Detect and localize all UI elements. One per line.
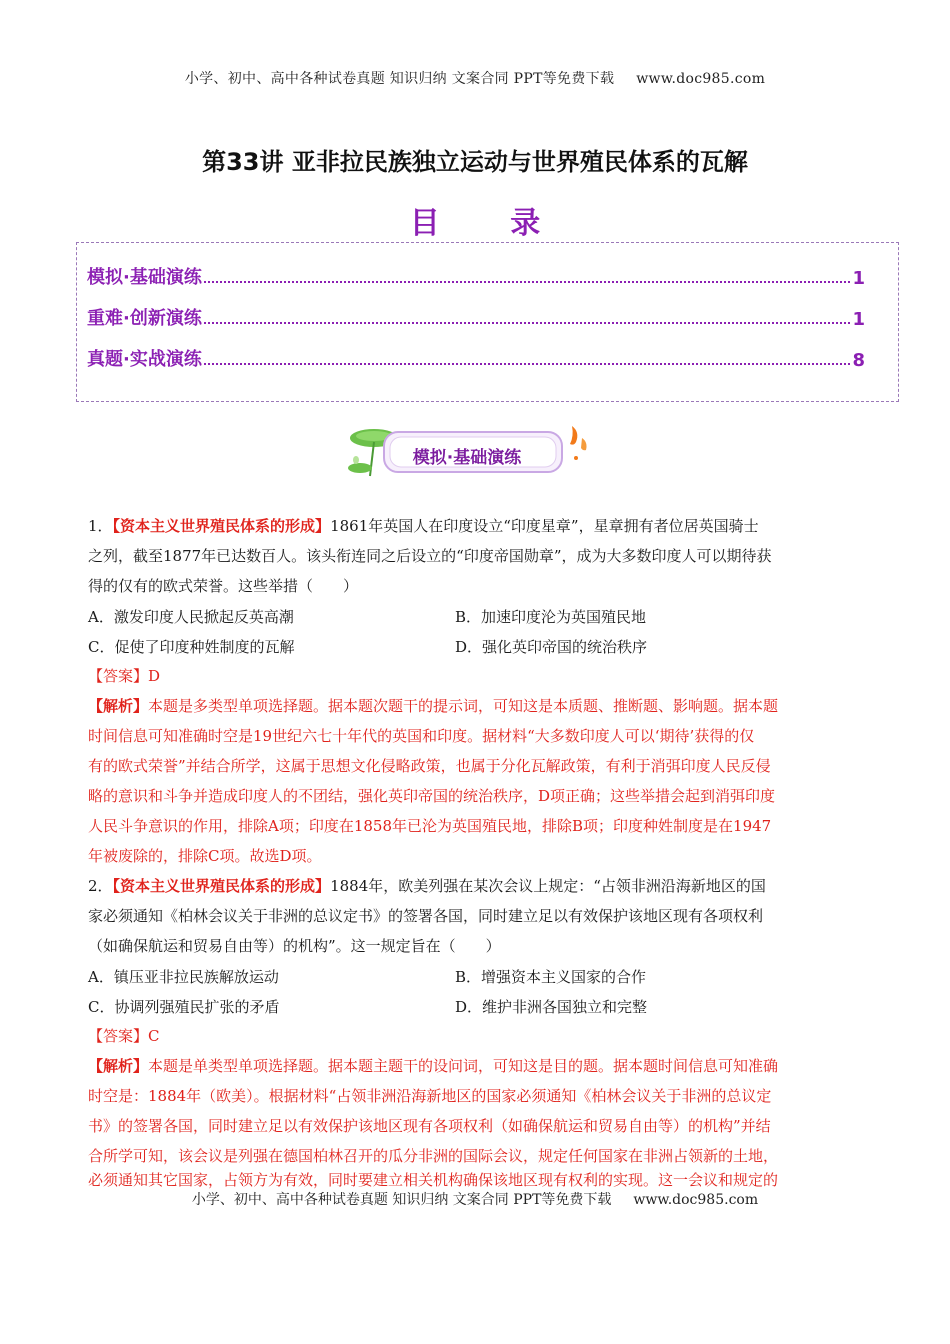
toc-item-1[interactable] [87, 259, 865, 289]
q2-analysis-line-5: 必须通知其它国家，占领方为有效，同时要建立相关机构确保该地区现有权利的实现。这一会议和规定的 [88, 1171, 779, 1189]
toc-item-page: 1 [852, 309, 865, 330]
q2-analysis-line-2: 时空是：1884年（欧美）。根据材料“占领非洲沿海新地区的国家必须通知《柏林会议关于非洲的总议定 [88, 1087, 772, 1105]
q1-stem-line-2: 之列，截至1877年已达数百人。该头衔连同之后设立的“印度帝国勋章”，成为大多数印度人可以期待获 [88, 547, 772, 565]
toc-item-3[interactable] [87, 341, 865, 371]
page-footer [0, 1189, 950, 1209]
q1-option-c[interactable]: C．促使了印度种姓制度的瓦解 [88, 638, 295, 656]
q2-option-a[interactable]: A．镇压亚非拉民族解放运动 [88, 968, 279, 986]
toc-item-page: 8 [852, 350, 865, 371]
q1-analysis-line-4: 略的意识和斗争并造成印度人的不团结，强化英印帝国的统治秩序，D项正确；这些举措会起到消弭印度 [88, 787, 776, 805]
toc-item-label: 模拟·基础演练 [87, 267, 202, 288]
q2-answer: 【答案】C [88, 1027, 160, 1045]
q2-tag: 【资本主义世界殖民体系的形成】 [112, 877, 331, 895]
footer-url[interactable]: www.doc985.com [633, 1192, 759, 1208]
fish-icon [570, 426, 587, 460]
q2-answer-value: C [148, 1027, 160, 1045]
q1-option-b[interactable]: B．加速印度沦为英国殖民地 [455, 608, 647, 626]
footer-text: 小学、初中、高中各种试卷真题 知识归纳 文案合同 PPT等免费下载 [191, 1192, 612, 1208]
q1-option-d[interactable]: D．强化英印帝国的统治秩序 [455, 638, 648, 656]
q1-analysis-line-5: 人民斗争意识的作用，排除A项；印度在1858年已沦为英国殖民地，排除B项；印度种姓制度是在1947 [88, 817, 772, 835]
q2-option-d[interactable]: D．维护非洲各国独立和完整 [455, 998, 648, 1016]
q2-analysis-line-1: 【解析】本题是单类型单项选择题。据本题主题干的设问词，可知这是目的题。据本题时间信息可知准确 [88, 1057, 779, 1075]
q2-analysis-line-3: 书》的签署各国，同时建立足以有效保护该地区现有各项权利（如确保航运和贸易自由等）的机构”并结 [88, 1117, 771, 1135]
header-text: 小学、初中、高中各种试卷真题 知识归纳 文案合同 PPT等免费下载 [184, 71, 615, 87]
toc-leader-dots [204, 322, 851, 324]
q1-analysis-line-2: 时间信息可知准确时空是19世纪六七十年代的英国和印度。据材料“大多数印度人可以‘期待’获得的仅 [88, 727, 755, 745]
q1-answer-value: D [148, 667, 161, 685]
q2-analysis-line-4: 合所学可知，该会议是列强在德国柏林召开的瓜分非洲的国际会议，规定任何国家在非洲占领新的土地， [88, 1147, 779, 1165]
q2-number: 2． [88, 877, 113, 895]
q1-answer: 【答案】D [88, 667, 161, 685]
toc-item-label: 重难·创新演练 [87, 308, 202, 329]
q2-option-c[interactable]: C．协调列强殖民扩张的矛盾 [88, 998, 280, 1016]
page-header [0, 68, 950, 88]
q1-tag: 【资本主义世界殖民体系的形成】 [112, 517, 331, 535]
q1-stem-line-1: 1．【资本主义世界殖民体系的形成】1861年英国人在印度设立“印度星章”，星章拥有者位居英国骑士 [88, 517, 759, 535]
q2-stem-line-2: 家必须通知《柏林会议关于非洲的总议定书》的签署各国，同时建立足以有效保护该地区现有各项权利 [88, 907, 764, 925]
q2-stem-line-1: 2．【资本主义世界殖民体系的形成】1884年，欧美列强在某次会议上规定：“占领非洲沿海新地区的国 [88, 877, 766, 895]
header-url[interactable]: www.doc985.com [636, 71, 766, 87]
q1-analysis-line-6: 年被废除的，排除C项。故选D项。 [88, 847, 322, 865]
toc-leader-dots [204, 281, 851, 283]
toc-box [76, 242, 899, 402]
q1-analysis-line-3: 有的欧式荣誉”并结合所学，这属于思想文化侵略政策，也属于分化瓦解政策，有利于消弭印度人民反侵 [88, 757, 771, 775]
section-banner-title: 模拟·基础演练 [412, 448, 522, 468]
toc-item-label: 真题·实战演练 [87, 349, 202, 370]
toc-item-page: 1 [852, 268, 865, 289]
q1-stem-line-3: 得的仅有的欧式荣誉。这些举措（ ） [88, 577, 359, 595]
q1-number: 1． [88, 517, 113, 535]
q1-option-a[interactable]: A．激发印度人民掀起反英高潮 [88, 608, 294, 626]
page-title: 第33讲 亚非拉民族独立运动与世界殖民体系的瓦解 [202, 148, 748, 176]
toc-leader-dots [204, 363, 851, 365]
q1-analysis-line-1: 【解析】本题是多类型单项选择题。据本题次题干的提示词，可知这是本质题、推断题、影响题。据本题 [88, 697, 779, 715]
q2-stem-line-3: （如确保航运和贸易自由等）的机构”。这一规定旨在（ ） [88, 937, 501, 955]
toc-heading: 目 录 [409, 206, 571, 241]
toc-item-2[interactable] [87, 300, 865, 330]
q2-option-b[interactable]: B．增强资本主义国家的合作 [455, 968, 647, 986]
